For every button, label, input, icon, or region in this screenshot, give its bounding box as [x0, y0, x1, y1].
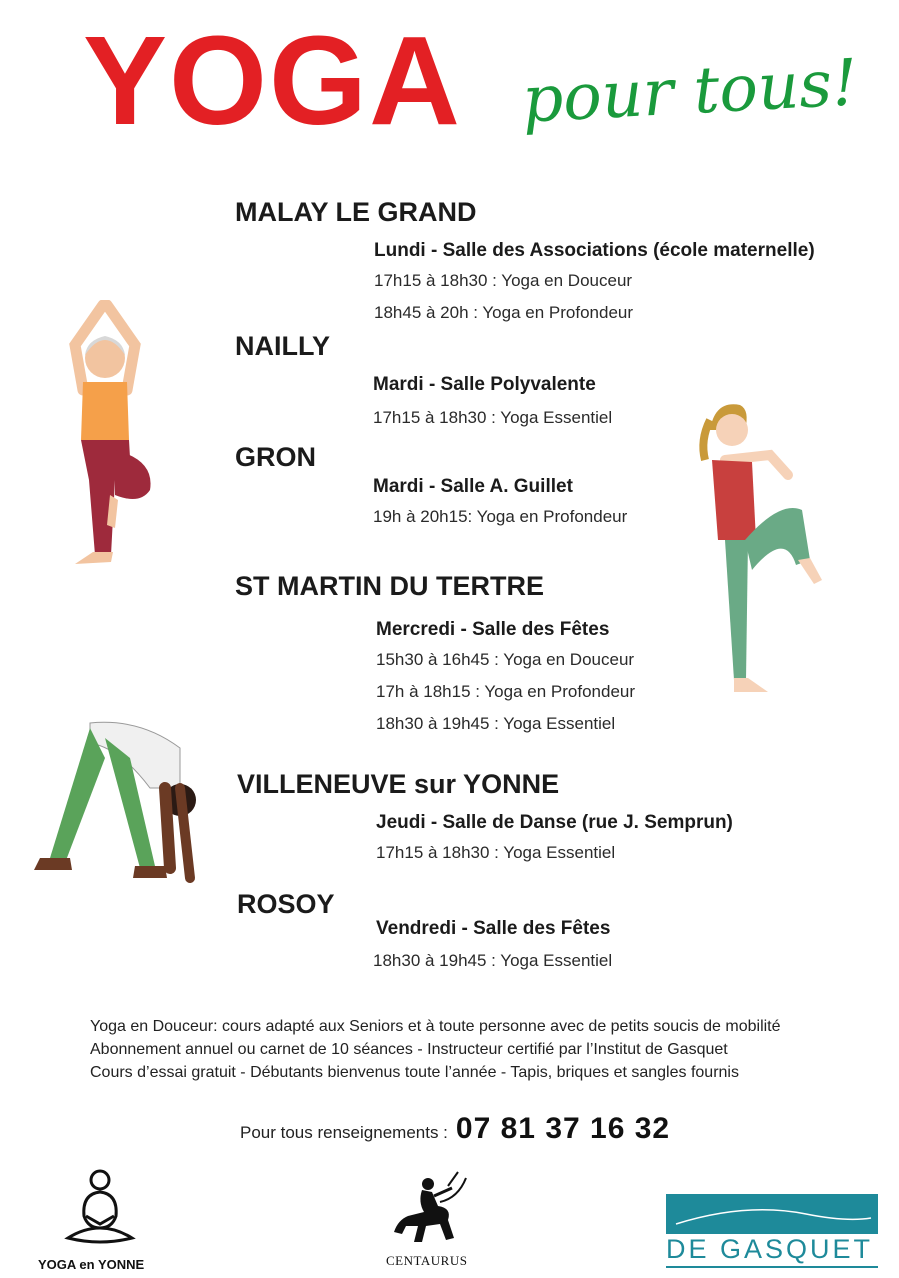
time-slot: 18h30 à 19h45 : Yoga Essentiel — [373, 951, 613, 970]
city-name: VILLENEUVE sur YONNE — [237, 769, 560, 799]
time-slot: 19h à 20h15: Yoga en Profondeur — [373, 507, 628, 526]
time-slot: 17h15 à 18h30 : Yoga Essentiel — [373, 408, 613, 427]
venue-line: Mercredi - Salle des Fêtes — [376, 619, 610, 640]
city-name: ST MARTIN DU TERTRE — [235, 571, 544, 601]
venue-line: Vendredi - Salle des Fêtes — [376, 918, 611, 939]
footer-info-line: Cours d’essai gratuit - Débutants bienvenus toute l’année - Tapis, briques et sangles fournis — [90, 1064, 739, 1081]
de-gasquet-logo-band — [666, 1194, 878, 1234]
time-slot: 15h30 à 16h45 : Yoga en Douceur — [376, 650, 635, 669]
time-slot: 18h45 à 20h : Yoga en Profondeur — [374, 303, 634, 322]
meditation-figure-icon — [64, 1168, 136, 1248]
forward-fold-illustration — [30, 718, 200, 893]
city-name: MALAY LE GRAND — [235, 197, 477, 227]
centaur-icon — [388, 1168, 472, 1248]
city-name: NAILLY — [235, 331, 331, 361]
venue-line: Mardi - Salle A. Guillet — [373, 476, 573, 497]
time-slot: 18h30 à 19h45 : Yoga Essentiel — [376, 714, 616, 733]
time-slot: 17h15 à 18h30 : Yoga en Douceur — [374, 271, 633, 290]
city-name: GRON — [235, 442, 316, 472]
contact-row — [240, 1112, 670, 1146]
centaurus-logo-text: CENTAURUS — [386, 1253, 468, 1268]
footer-info-line: Yoga en Douceur: cours adapté aux Seniors et à toute personne avec de petits soucis de mobilité — [90, 1018, 781, 1035]
footer-info-line: Abonnement annuel ou carnet de 10 séances - Instructeur certifié par l’Institut de Gasquet — [90, 1041, 728, 1058]
yoga-en-yonne-logo-text: YOGA en YONNE — [38, 1257, 145, 1272]
de-gasquet-logo-text: DE GASQUET — [666, 1234, 874, 1264]
wave-icon — [666, 1194, 878, 1234]
venue-line: Lundi - Salle des Associations (école maternelle) — [374, 240, 815, 261]
poster-title: YOGA — [83, 10, 463, 151]
city-name: ROSOY — [237, 889, 335, 919]
poster-subtitle: pour tous! — [520, 46, 860, 138]
venue-line: Mardi - Salle Polyvalente — [373, 374, 596, 395]
contact-label: Pour tous renseignements : — [240, 1123, 448, 1142]
time-slot: 17h à 18h15 : Yoga en Profondeur — [376, 682, 636, 701]
venue-line: Jeudi - Salle de Danse (rue J. Semprun) — [376, 812, 733, 833]
de-gasquet-underline — [666, 1266, 878, 1268]
standing-stretch-illustration — [690, 400, 830, 700]
time-slot: 17h15 à 18h30 : Yoga Essentiel — [376, 843, 616, 862]
contact-phone[interactable]: 07 81 37 16 32 — [455, 1112, 671, 1145]
tree-pose-illustration — [55, 300, 165, 570]
